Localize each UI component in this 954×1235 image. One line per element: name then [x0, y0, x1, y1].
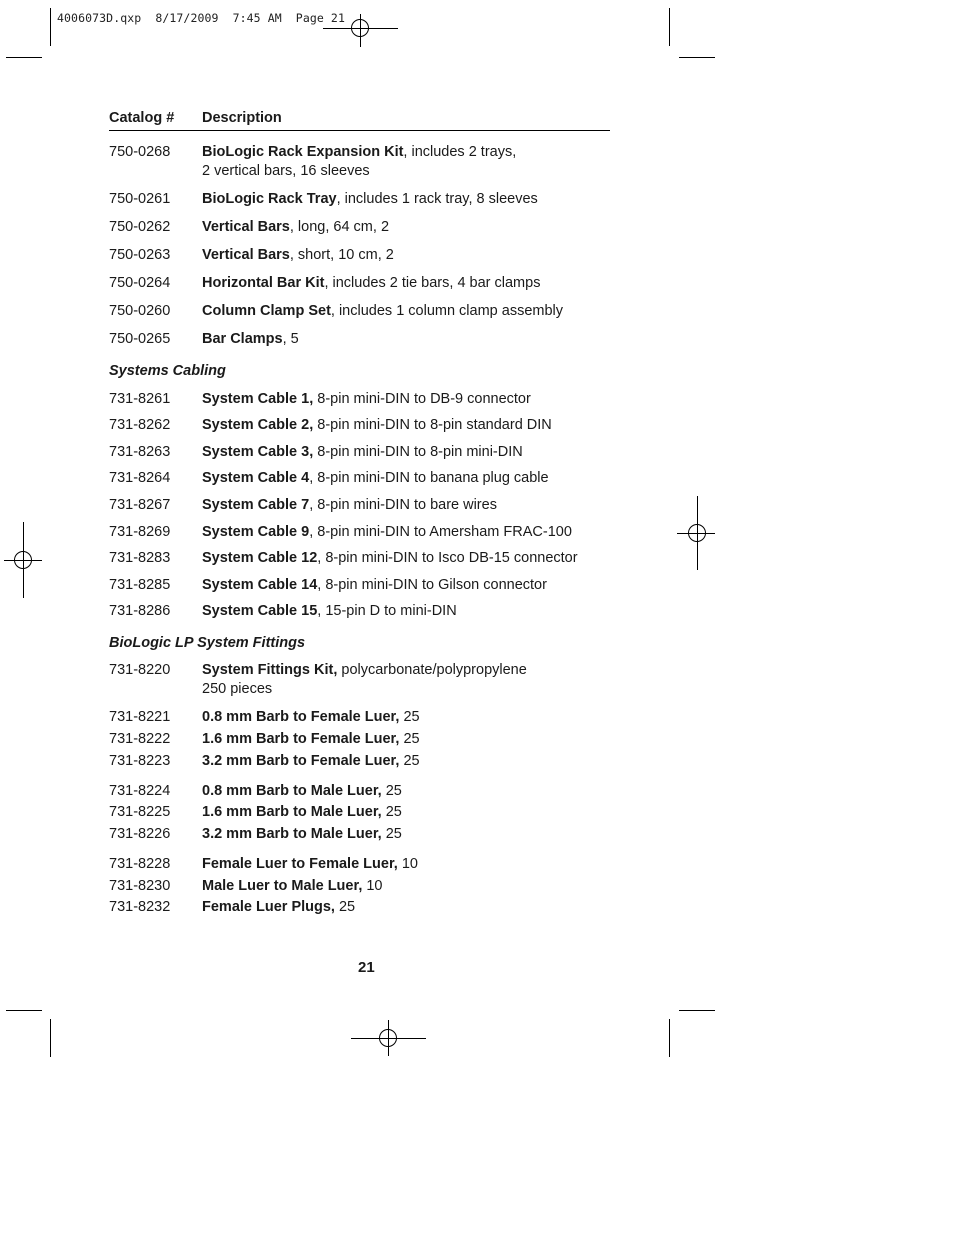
- item-detail: , 8-pin mini-DIN to bare wires: [309, 497, 497, 513]
- item-detail: , 8-pin mini-DIN to Isco DB-15 connector: [317, 550, 578, 566]
- table-header: [109, 110, 610, 131]
- catalog-number: 750-0264: [109, 275, 171, 291]
- item-name: 3.2 mm Barb to Male Luer,: [202, 826, 382, 842]
- item-detail: 25: [399, 731, 420, 747]
- item-detail: 10: [362, 878, 383, 894]
- item-name: 1.6 mm Barb to Male Luer,: [202, 804, 382, 820]
- item-name: Vertical Bars: [202, 219, 290, 235]
- catalog-number: 731-8263: [109, 444, 171, 460]
- catalog-number: 731-8220: [109, 662, 171, 678]
- item-name: BioLogic Rack Tray: [202, 191, 337, 207]
- item-name: System Cable 1,: [202, 391, 314, 407]
- item-detail: 8-pin mini-DIN to DB-9 connector: [313, 391, 531, 407]
- item-detail: 25: [399, 709, 420, 725]
- catalog-number: 731-8286: [109, 603, 171, 619]
- item-name: System Cable 3,: [202, 444, 314, 460]
- catalog-number: 731-8225: [109, 804, 171, 820]
- item-detail: 10: [397, 856, 418, 872]
- catalog-number: 731-8261: [109, 391, 171, 407]
- item-detail: , 5: [282, 331, 299, 347]
- item-name: 0.8 mm Barb to Female Luer,: [202, 709, 400, 725]
- item-detail: , 8-pin mini-DIN to banana plug cable: [309, 470, 549, 486]
- catalog-number: 750-0260: [109, 303, 171, 319]
- item-name: Male Luer to Male Luer,: [202, 878, 363, 894]
- catalog-number: 731-8232: [109, 899, 171, 915]
- item-name: 1.6 mm Barb to Female Luer,: [202, 731, 400, 747]
- item-detail: 25: [381, 804, 402, 820]
- catalog-number: 731-8222: [109, 731, 171, 747]
- catalog-number: 750-0262: [109, 219, 171, 235]
- page-number: 21: [358, 959, 375, 976]
- item-name: Column Clamp Set: [202, 303, 331, 319]
- section-heading-cabling: Systems Cabling: [109, 363, 226, 379]
- catalog-number: 750-0261: [109, 191, 171, 207]
- catalog-number: 731-8230: [109, 878, 171, 894]
- item-detail: , includes 1 column clamp assembly: [330, 303, 564, 319]
- item-name: Female Luer Plugs,: [202, 899, 335, 915]
- item-name: Vertical Bars: [202, 247, 290, 263]
- catalog-number: 731-8267: [109, 497, 171, 513]
- item-detail: polycarbonate/polypropylene: [337, 662, 527, 678]
- item-detail: 25: [399, 753, 420, 769]
- item-name: System Cable 15: [202, 603, 318, 619]
- catalog-number: 731-8228: [109, 856, 171, 872]
- catalog-number: 750-0265: [109, 331, 171, 347]
- item-detail: , includes 2 trays,: [403, 144, 517, 160]
- item-name: System Cable 2,: [202, 417, 314, 433]
- print-slug: 4006073D.qxp 8/17/2009 7:45 AM Page 21: [57, 11, 345, 25]
- item-name: System Cable 4: [202, 470, 310, 486]
- catalog-number: 731-8264: [109, 470, 171, 486]
- item-detail: , 8-pin mini-DIN to Amersham FRAC-100: [309, 524, 572, 540]
- catalog-number: 731-8221: [109, 709, 171, 725]
- item-detail: 25: [381, 783, 402, 799]
- catalog-number: 750-0263: [109, 247, 171, 263]
- item-detail: , includes 2 tie bars, 4 bar clamps: [324, 275, 541, 291]
- item-detail: , short, 10 cm, 2: [289, 247, 394, 263]
- section-heading-fittings: BioLogic LP System Fittings: [109, 635, 306, 651]
- item-name: Female Luer to Female Luer,: [202, 856, 398, 872]
- catalog-number: 731-8226: [109, 826, 171, 842]
- item-name: 3.2 mm Barb to Female Luer,: [202, 753, 400, 769]
- item-detail: 8-pin mini-DIN to 8-pin standard DIN: [313, 417, 552, 433]
- catalog-number: 731-8223: [109, 753, 171, 769]
- item-name: System Cable 7: [202, 497, 310, 513]
- catalog-number: 731-8224: [109, 783, 171, 799]
- catalog-number: 731-8283: [109, 550, 171, 566]
- item-name: Horizontal Bar Kit: [202, 275, 325, 291]
- catalog-number: 731-8262: [109, 417, 171, 433]
- item-detail-continued: 250 pieces: [202, 681, 273, 697]
- item-detail: 25: [334, 899, 356, 915]
- column-header-catalog: Catalog #: [109, 110, 175, 126]
- item-name: System Cable 14: [202, 577, 318, 593]
- item-detail: , 8-pin mini-DIN to Gilson connector: [317, 577, 547, 593]
- item-name: System Cable 12: [202, 550, 318, 566]
- item-detail: , includes 1 rack tray, 8 sleeves: [336, 191, 538, 207]
- item-name: 0.8 mm Barb to Male Luer,: [202, 783, 382, 799]
- item-detail-continued: 2 vertical bars, 16 sleeves: [202, 163, 370, 179]
- catalog-number: 731-8285: [109, 577, 171, 593]
- item-detail: , long, 64 cm, 2: [289, 219, 390, 235]
- column-header-description: Description: [202, 110, 282, 126]
- catalog-number: 750-0268: [109, 144, 171, 160]
- item-name: Bar Clamps: [202, 331, 283, 347]
- item-detail: , 15-pin D to mini-DIN: [317, 603, 457, 619]
- catalog-number: 731-8269: [109, 524, 171, 540]
- item-name: System Cable 9: [202, 524, 310, 540]
- item-name: System Fittings Kit,: [202, 662, 338, 678]
- item-name: BioLogic Rack Expansion Kit: [202, 144, 404, 160]
- item-detail: 8-pin mini-DIN to 8-pin mini-DIN: [313, 444, 523, 460]
- item-detail: 25: [381, 826, 402, 842]
